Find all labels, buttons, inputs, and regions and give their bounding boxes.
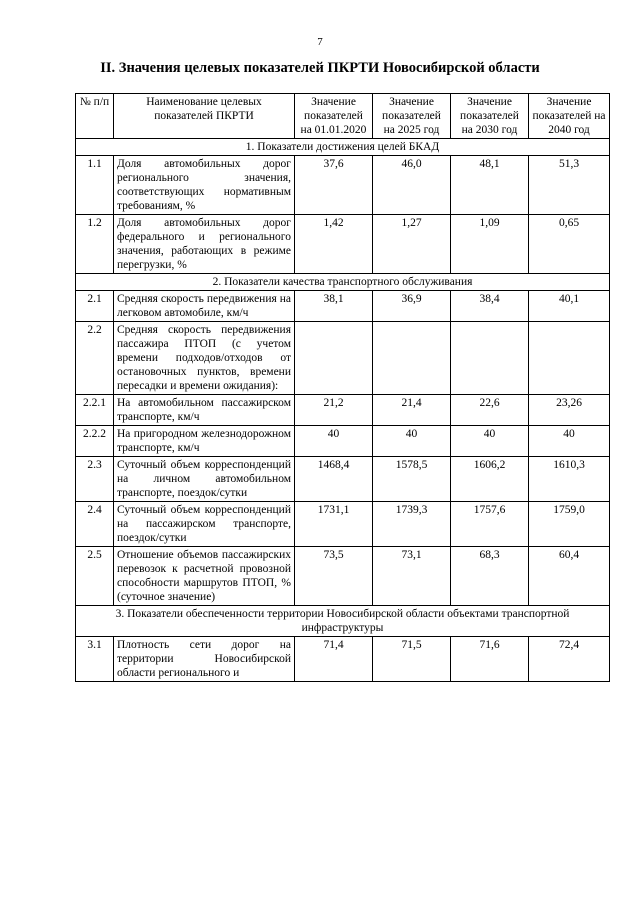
table-row — [76, 457, 610, 502]
value-2025: 21,4 — [373, 395, 451, 426]
value-2040: 1759,0 — [529, 502, 610, 547]
header-row — [76, 94, 610, 139]
value-2020: 1,42 — [295, 215, 373, 274]
value-2025: 40 — [373, 426, 451, 457]
value-2040: 23,26 — [529, 395, 610, 426]
value-2020: 73,5 — [295, 547, 373, 606]
value-2030: 48,1 — [451, 156, 529, 215]
value-2040: 60,4 — [529, 547, 610, 606]
value-2030: 38,4 — [451, 291, 529, 322]
value-2025: 71,5 — [373, 637, 451, 682]
table-row — [76, 502, 610, 547]
value-2040: 0,65 — [529, 215, 610, 274]
value-2030: 22,6 — [451, 395, 529, 426]
section-heading: 1. Показатели достижения целей БКАД — [76, 139, 610, 156]
header-name: Наименование целевых показателей ПКРТИ — [114, 94, 295, 139]
value-2020: 1731,1 — [295, 502, 373, 547]
section-row — [76, 606, 610, 637]
value-2030: 68,3 — [451, 547, 529, 606]
value-2030: 1757,6 — [451, 502, 529, 547]
value-2040: 72,4 — [529, 637, 610, 682]
value-2040: 40,1 — [529, 291, 610, 322]
value-2020: 37,6 — [295, 156, 373, 215]
indicator-name: Отношение объемов пассажирских перевозок к расчетной провозной способности маршрутов ПТОП, % (суточное значение) — [114, 547, 295, 606]
value-2025: 73,1 — [373, 547, 451, 606]
table-row — [76, 156, 610, 215]
table-row — [76, 322, 610, 395]
value-2040: 1610,3 — [529, 457, 610, 502]
table-row — [76, 291, 610, 322]
row-number: 2.4 — [76, 502, 114, 547]
value-2030 — [451, 322, 529, 395]
row-number: 2.2.1 — [76, 395, 114, 426]
indicator-name: Плотность сети дорог на территории Новосибирской области регионального и — [114, 637, 295, 682]
section-heading: 3. Показатели обеспеченности территории Новосибирской области объектами транспортной инфраструктуры — [76, 606, 610, 637]
row-number: 2.1 — [76, 291, 114, 322]
value-2020: 21,2 — [295, 395, 373, 426]
table-header — [76, 94, 610, 139]
header-value-2040: Значение показателей на 2040 год — [529, 94, 610, 139]
table-row — [76, 547, 610, 606]
indicator-name: Средняя скорость передвижения пассажира ПТОП (с учетом времени подходов/отходов от остановочных пунктов, времени пересадки и времени ожидания): — [114, 322, 295, 395]
document-title: II. Значения целевых показателей ПКРТИ Новосибирской области — [100, 60, 540, 76]
value-2040 — [529, 322, 610, 395]
value-2030: 1,09 — [451, 215, 529, 274]
indicator-name: На пригородном железнодорожном транспорте, км/ч — [114, 426, 295, 457]
value-2025 — [373, 322, 451, 395]
table-row — [76, 426, 610, 457]
value-2025: 1578,5 — [373, 457, 451, 502]
row-number: 2.2.2 — [76, 426, 114, 457]
row-number: 2.2 — [76, 322, 114, 395]
value-2030: 1606,2 — [451, 457, 529, 502]
value-2020: 40 — [295, 426, 373, 457]
value-2020 — [295, 322, 373, 395]
value-2020: 1468,4 — [295, 457, 373, 502]
value-2025: 1739,3 — [373, 502, 451, 547]
table-body — [76, 139, 610, 682]
row-number: 2.3 — [76, 457, 114, 502]
header-value-2025: Значение показателей на 2025 год — [373, 94, 451, 139]
value-2025: 36,9 — [373, 291, 451, 322]
row-number: 2.5 — [76, 547, 114, 606]
table-row — [76, 395, 610, 426]
section-row — [76, 139, 610, 156]
indicator-name: Доля автомобильных дорог федерального и регионального значения, работающих в режиме перегрузки, % — [114, 215, 295, 274]
indicator-name: Суточный объем корреспонденций на пассажирском транспорте, поездок/сутки — [114, 502, 295, 547]
indicator-name: Средняя скорость передвижения на легковом автомобиле, км/ч — [114, 291, 295, 322]
header-value-2020: Значение показателей на 01.01.2020 — [295, 94, 373, 139]
indicator-name: На автомобильном пассажирском транспорте, км/ч — [114, 395, 295, 426]
value-2025: 1,27 — [373, 215, 451, 274]
row-number: 3.1 — [76, 637, 114, 682]
value-2040: 51,3 — [529, 156, 610, 215]
section-heading: 2. Показатели качества транспортного обслуживания — [76, 274, 610, 291]
value-2020: 71,4 — [295, 637, 373, 682]
page-number: 7 — [317, 36, 323, 48]
value-2020: 38,1 — [295, 291, 373, 322]
section-row — [76, 274, 610, 291]
value-2025: 46,0 — [373, 156, 451, 215]
indicators-table — [75, 93, 610, 682]
value-2030: 40 — [451, 426, 529, 457]
indicator-name: Доля автомобильных дорог регионального значения, соответствующих нормативным требованиям, % — [114, 156, 295, 215]
header-number: № п/п — [76, 94, 114, 139]
row-number: 1.2 — [76, 215, 114, 274]
table-row — [76, 637, 610, 682]
value-2030: 71,6 — [451, 637, 529, 682]
row-number: 1.1 — [76, 156, 114, 215]
table-row — [76, 215, 610, 274]
indicator-name: Суточный объем корреспонденций на личном автомобильном транспорте, поездок/сутки — [114, 457, 295, 502]
header-value-2030: Значение показателей на 2030 год — [451, 94, 529, 139]
value-2040: 40 — [529, 426, 610, 457]
